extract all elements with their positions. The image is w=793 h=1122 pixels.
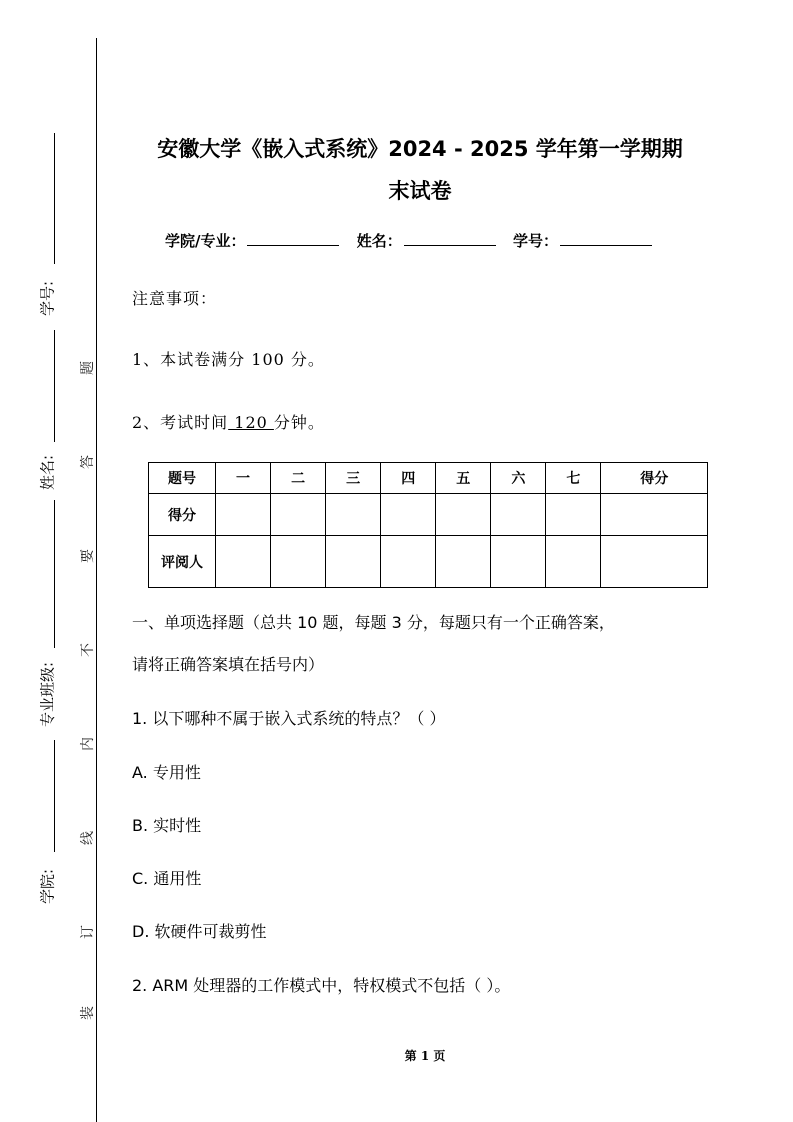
row-label: 评阅人 [149, 536, 216, 588]
margin-char: 订 [80, 925, 96, 939]
header-cell: 题号 [149, 463, 216, 494]
fill-line-name [54, 330, 55, 442]
exam-title-line1: 安徽大学《嵌入式系统》2024 - 2025 学年第一学期期 [157, 137, 683, 161]
grader-row [149, 536, 708, 588]
header-cell: 二 [271, 463, 326, 494]
name-label: 姓名： [356, 232, 402, 250]
note-item-2-suffix: 分钟。 [273, 413, 325, 432]
grader-cell[interactable] [216, 536, 271, 588]
margin-char: 要 [80, 549, 96, 563]
row-label: 得分 [149, 494, 216, 536]
question-1-option-b: B. 实时性 [132, 816, 202, 835]
page-number: 第 1 页 [404, 1049, 446, 1063]
score-cell[interactable] [601, 494, 708, 536]
score-table-header-row [149, 463, 708, 494]
margin-label-college: 学院: [38, 868, 57, 905]
notes-heading: 注意事项： [132, 289, 218, 308]
question-1-option-d: D. 软硬件可裁剪性 [132, 922, 267, 941]
header-cell: 四 [381, 463, 436, 494]
margin-char: 不 [80, 643, 96, 657]
fill-line-college [54, 740, 55, 852]
margin-label-student-id: 学号: [38, 280, 57, 317]
header-cell: 五 [436, 463, 491, 494]
student-id-blank[interactable] [560, 232, 652, 246]
section-1-heading-line2: 请将正确答案填在括号内） [132, 655, 325, 674]
name-blank[interactable] [404, 232, 496, 246]
score-cell[interactable] [271, 494, 326, 536]
header-cell: 得分 [601, 463, 708, 494]
college-major-label: 学院/专业： [165, 232, 246, 250]
grader-cell[interactable] [546, 536, 601, 588]
margin-label-name: 姓名: [38, 454, 57, 491]
binding-line [96, 38, 97, 1122]
margin-label-major: 专业班级: [38, 661, 57, 728]
grader-cell[interactable] [491, 536, 546, 588]
note-item-2 [132, 410, 325, 433]
exam-title-line2: 末试卷 [388, 179, 452, 203]
note-item-1: 1、本试卷满分 100 分。 [132, 350, 325, 369]
score-cell[interactable] [436, 494, 491, 536]
header-cell: 一 [216, 463, 271, 494]
score-cell[interactable] [491, 494, 546, 536]
question-1-option-c: C. 通用性 [132, 869, 202, 888]
score-row [149, 494, 708, 536]
score-cell[interactable] [546, 494, 601, 536]
margin-char: 答 [80, 455, 96, 469]
margin-char: 题 [80, 361, 96, 375]
student-info-line [165, 230, 664, 251]
score-table [148, 462, 708, 588]
question-1-stem: 1. 以下哪种不属于嵌入式系统的特点？（ ） [132, 709, 446, 728]
section-1-heading-line1: 一、单项选择题（总共 10 题，每题 3 分，每题只有一个正确答案， [132, 613, 615, 632]
score-cell[interactable] [216, 494, 271, 536]
student-id-label: 学号： [512, 232, 558, 250]
grader-cell[interactable] [326, 536, 381, 588]
margin-char: 内 [80, 737, 96, 751]
exam-duration: 120 [228, 413, 274, 432]
fill-line-student-id [54, 133, 55, 264]
fill-line-major [54, 500, 55, 648]
header-cell: 六 [491, 463, 546, 494]
note-item-2-prefix: 2、考试时间 [132, 413, 229, 432]
header-cell: 七 [546, 463, 601, 494]
margin-char: 线 [80, 831, 96, 845]
margin-char: 装 [80, 1006, 96, 1020]
grader-cell[interactable] [381, 536, 436, 588]
score-cell[interactable] [381, 494, 436, 536]
header-cell: 三 [326, 463, 381, 494]
question-1-option-a: A. 专用性 [132, 763, 201, 782]
college-major-blank[interactable] [247, 232, 339, 246]
grader-cell[interactable] [601, 536, 708, 588]
grader-cell[interactable] [436, 536, 491, 588]
question-2-stem: 2. ARM 处理器的工作模式中，特权模式不包括（ ）。 [132, 976, 511, 995]
score-cell[interactable] [326, 494, 381, 536]
grader-cell[interactable] [271, 536, 326, 588]
